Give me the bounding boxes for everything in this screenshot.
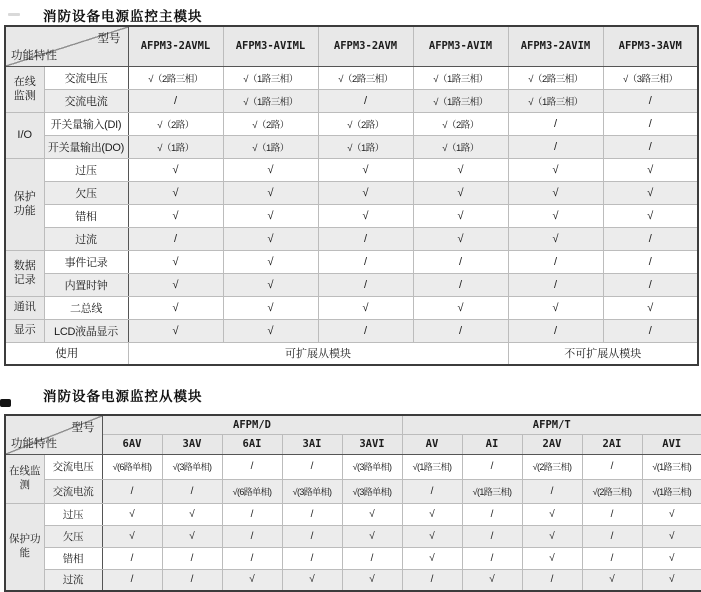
value-cell: √ (222, 569, 282, 591)
value-cell: √ (102, 525, 162, 547)
value-cell: √ (223, 227, 318, 250)
value-cell: √ (128, 296, 223, 319)
usage-label-cell: 使用 (5, 342, 128, 365)
value-cell: √ (522, 525, 582, 547)
value-cell: / (102, 479, 162, 503)
value-cell: √（1路） (413, 135, 508, 158)
value-cell: / (282, 454, 342, 479)
main-module-table (4, 25, 699, 366)
value-cell: / (318, 227, 413, 250)
table-row (5, 204, 698, 227)
row-label-cell: 开关量输入(DI) (44, 112, 128, 135)
table-row (5, 319, 698, 342)
model-header-row (5, 434, 701, 454)
model-column-header: 6AV (102, 434, 162, 454)
model-column-header: AFPM3-3AVM (603, 26, 698, 66)
series-group-header: AFPM/T (402, 415, 701, 434)
value-cell: √ (603, 181, 698, 204)
value-cell: √ (642, 525, 701, 547)
value-cell: √ (413, 227, 508, 250)
table-row (5, 296, 698, 319)
value-cell: √ (223, 158, 318, 181)
model-column-header: AFPM3-2AVML (128, 26, 223, 66)
value-cell: √(2路三相) (582, 479, 642, 503)
function-group-cell: 在线监测 (5, 454, 44, 503)
value-cell: / (413, 273, 508, 296)
value-cell: / (102, 569, 162, 591)
value-cell: √（2路） (223, 112, 318, 135)
value-cell: / (128, 227, 223, 250)
value-cell: √ (102, 503, 162, 525)
function-group-cell: 保护功能 (5, 503, 44, 591)
value-cell: √ (318, 158, 413, 181)
value-cell: √(1路三相) (462, 479, 522, 503)
value-cell: / (162, 547, 222, 569)
value-cell: / (603, 89, 698, 112)
series-header-row (5, 415, 701, 434)
value-cell: √（1路三相） (223, 89, 318, 112)
value-cell: √(6路单相) (222, 479, 282, 503)
value-cell: √ (522, 503, 582, 525)
slave-module-table (4, 414, 701, 592)
value-cell: / (603, 250, 698, 273)
header-row (5, 26, 698, 66)
function-group-cell: 在线监测 (5, 66, 44, 112)
value-cell: √ (413, 158, 508, 181)
value-cell: √ (508, 296, 603, 319)
table-row (5, 454, 701, 479)
value-cell: / (282, 525, 342, 547)
value-cell: / (603, 135, 698, 158)
row-label-cell: 内置时钟 (44, 273, 128, 296)
row-label-cell: 交流电压 (44, 66, 128, 89)
value-cell: √ (223, 204, 318, 227)
value-cell: √ (402, 503, 462, 525)
value-cell: √(1路三相) (642, 454, 701, 479)
value-cell: / (318, 273, 413, 296)
table-row (5, 503, 701, 525)
usage-row (5, 342, 698, 365)
value-cell: / (318, 89, 413, 112)
value-cell: / (462, 503, 522, 525)
corner-cell (5, 415, 102, 454)
value-cell: / (102, 547, 162, 569)
value-cell: / (582, 547, 642, 569)
value-cell: / (582, 503, 642, 525)
value-cell: √ (342, 525, 402, 547)
value-cell: √(3路单相) (342, 454, 402, 479)
row-label-cell: 交流电流 (44, 479, 102, 503)
value-cell: √（2路） (128, 112, 223, 135)
value-cell: √ (413, 181, 508, 204)
main-module-table-title: 消防设备电源监控主模块 (43, 9, 203, 24)
scan-artifact-mark (0, 399, 11, 407)
value-cell: √（3路三相） (603, 66, 698, 89)
value-cell: / (402, 479, 462, 503)
value-cell: / (413, 250, 508, 273)
value-cell: / (508, 135, 603, 158)
value-cell: / (128, 89, 223, 112)
value-cell: √ (603, 296, 698, 319)
table-row (5, 89, 698, 112)
value-cell: √ (342, 569, 402, 591)
value-cell: / (582, 525, 642, 547)
value-cell: √ (223, 296, 318, 319)
feature-axis-label: 功能特性 (11, 437, 57, 450)
value-cell: √ (128, 250, 223, 273)
value-cell: / (162, 569, 222, 591)
model-column-header: 3AI (282, 434, 342, 454)
row-label-cell: 交流电流 (44, 89, 128, 112)
row-label-cell: 过压 (44, 158, 128, 181)
value-cell: / (222, 503, 282, 525)
corner-cell (5, 26, 128, 66)
function-group-cell: 通讯 (5, 296, 44, 319)
value-cell: √（1路三相） (413, 89, 508, 112)
value-cell: / (222, 525, 282, 547)
value-cell: √ (413, 296, 508, 319)
value-cell: √ (603, 158, 698, 181)
row-label-cell: 欠压 (44, 181, 128, 204)
value-cell: / (318, 319, 413, 342)
value-cell: / (222, 454, 282, 479)
value-cell: √ (508, 181, 603, 204)
value-cell: √（1路） (223, 135, 318, 158)
value-cell: √（2路三相） (318, 66, 413, 89)
value-cell: √(3路单相) (282, 479, 342, 503)
table-row (5, 569, 701, 591)
model-column-header: AVI (642, 434, 701, 454)
function-group-cell: 显示 (5, 319, 44, 342)
value-cell: √ (413, 204, 508, 227)
value-cell: √ (318, 296, 413, 319)
model-column-header: AFPM3-AVIM (413, 26, 508, 66)
value-cell: √ (128, 319, 223, 342)
value-cell: √（1路三相） (508, 89, 603, 112)
value-cell: √（2路） (318, 112, 413, 135)
table-row (5, 181, 698, 204)
value-cell: / (413, 319, 508, 342)
value-cell: / (282, 547, 342, 569)
value-cell: / (342, 547, 402, 569)
value-cell: √ (128, 181, 223, 204)
value-cell: √ (462, 569, 522, 591)
value-cell: / (508, 250, 603, 273)
value-cell: / (508, 319, 603, 342)
function-group-cell: I/O (5, 112, 44, 158)
row-label-cell: 错相 (44, 547, 102, 569)
value-cell: √ (223, 181, 318, 204)
value-cell: √ (128, 158, 223, 181)
model-column-header: 3AV (162, 434, 222, 454)
table-row (5, 273, 698, 296)
row-label-cell: 错相 (44, 204, 128, 227)
row-label-cell: 过压 (44, 503, 102, 525)
row-label-cell: 欠压 (44, 525, 102, 547)
table-row (5, 158, 698, 181)
value-cell: √ (282, 569, 342, 591)
value-cell: √(3路单相) (342, 479, 402, 503)
value-cell: √（1路） (128, 135, 223, 158)
value-cell: / (508, 273, 603, 296)
value-cell: √ (162, 503, 222, 525)
value-cell: √（2路三相） (508, 66, 603, 89)
value-cell: / (462, 547, 522, 569)
value-cell: √ (508, 158, 603, 181)
value-cell: √（1路三相） (413, 66, 508, 89)
value-cell: √（2路三相） (128, 66, 223, 89)
value-cell: √ (223, 250, 318, 273)
usage-value-cell: 可扩展从模块 (128, 342, 508, 365)
value-cell: √ (318, 181, 413, 204)
model-column-header: AFPM3-AVIML (223, 26, 318, 66)
value-cell: √ (162, 525, 222, 547)
row-label-cell: LCD液晶显示 (44, 319, 128, 342)
row-label-cell: 事件记录 (44, 250, 128, 273)
model-column-header: 3AVI (342, 434, 402, 454)
series-group-header: AFPM/D (102, 415, 402, 434)
value-cell: / (522, 569, 582, 591)
model-column-header: 2AI (582, 434, 642, 454)
value-cell: √(3路单相) (162, 454, 222, 479)
table-row (5, 112, 698, 135)
value-cell: √ (342, 503, 402, 525)
value-cell: / (162, 479, 222, 503)
value-cell: √ (582, 569, 642, 591)
value-cell: / (603, 227, 698, 250)
value-cell: √ (223, 273, 318, 296)
feature-axis-label: 功能特性 (11, 49, 57, 62)
model-column-header: AFPM3-2AVM (318, 26, 413, 66)
table-row (5, 66, 698, 89)
table-row (5, 479, 701, 503)
value-cell: / (582, 454, 642, 479)
model-axis-label: 型号 (71, 422, 95, 434)
value-cell: / (462, 525, 522, 547)
value-cell: √ (318, 204, 413, 227)
usage-value-cell: 不可扩展从模块 (508, 342, 698, 365)
value-cell: √ (128, 273, 223, 296)
value-cell: √（1路） (318, 135, 413, 158)
slave-module-table-title: 消防设备电源监控从模块 (43, 389, 203, 404)
table-row (5, 547, 701, 569)
value-cell: √ (642, 569, 701, 591)
value-cell: / (603, 319, 698, 342)
row-label-cell: 过流 (44, 569, 102, 591)
model-column-header: AV (402, 434, 462, 454)
table-row (5, 135, 698, 158)
value-cell: / (282, 503, 342, 525)
value-cell: √(2路三相) (522, 454, 582, 479)
model-axis-label: 型号 (97, 33, 121, 45)
value-cell: √ (402, 525, 462, 547)
function-group-cell: 数据记录 (5, 250, 44, 296)
value-cell: √ (508, 227, 603, 250)
table-row (5, 250, 698, 273)
model-column-header: AFPM3-2AVIM (508, 26, 603, 66)
row-label-cell: 开关量输出(DO) (44, 135, 128, 158)
value-cell: √ (128, 204, 223, 227)
value-cell: √（1路三相） (223, 66, 318, 89)
faint-smudge-mark (8, 13, 20, 16)
value-cell: / (522, 479, 582, 503)
value-cell: √ (603, 204, 698, 227)
row-label-cell: 交流电压 (44, 454, 102, 479)
value-cell: √(1路三相) (402, 454, 462, 479)
value-cell: √ (508, 204, 603, 227)
value-cell: √ (522, 547, 582, 569)
function-group-cell: 保护功能 (5, 158, 44, 250)
table-row (5, 227, 698, 250)
table-row (5, 525, 701, 547)
value-cell: / (402, 569, 462, 591)
value-cell: √ (402, 547, 462, 569)
value-cell: √ (223, 319, 318, 342)
model-column-header: 6AI (222, 434, 282, 454)
row-label-cell: 过流 (44, 227, 128, 250)
value-cell: / (222, 547, 282, 569)
value-cell: / (318, 250, 413, 273)
value-cell: / (603, 112, 698, 135)
value-cell: / (462, 454, 522, 479)
value-cell: √(1路三相) (642, 479, 701, 503)
row-label-cell: 二总线 (44, 296, 128, 319)
value-cell: √(6路单相) (102, 454, 162, 479)
value-cell: / (508, 112, 603, 135)
value-cell: √（2路） (413, 112, 508, 135)
model-column-header: AI (462, 434, 522, 454)
value-cell: / (603, 273, 698, 296)
model-column-header: 2AV (522, 434, 582, 454)
value-cell: √ (642, 547, 701, 569)
value-cell: √ (642, 503, 701, 525)
